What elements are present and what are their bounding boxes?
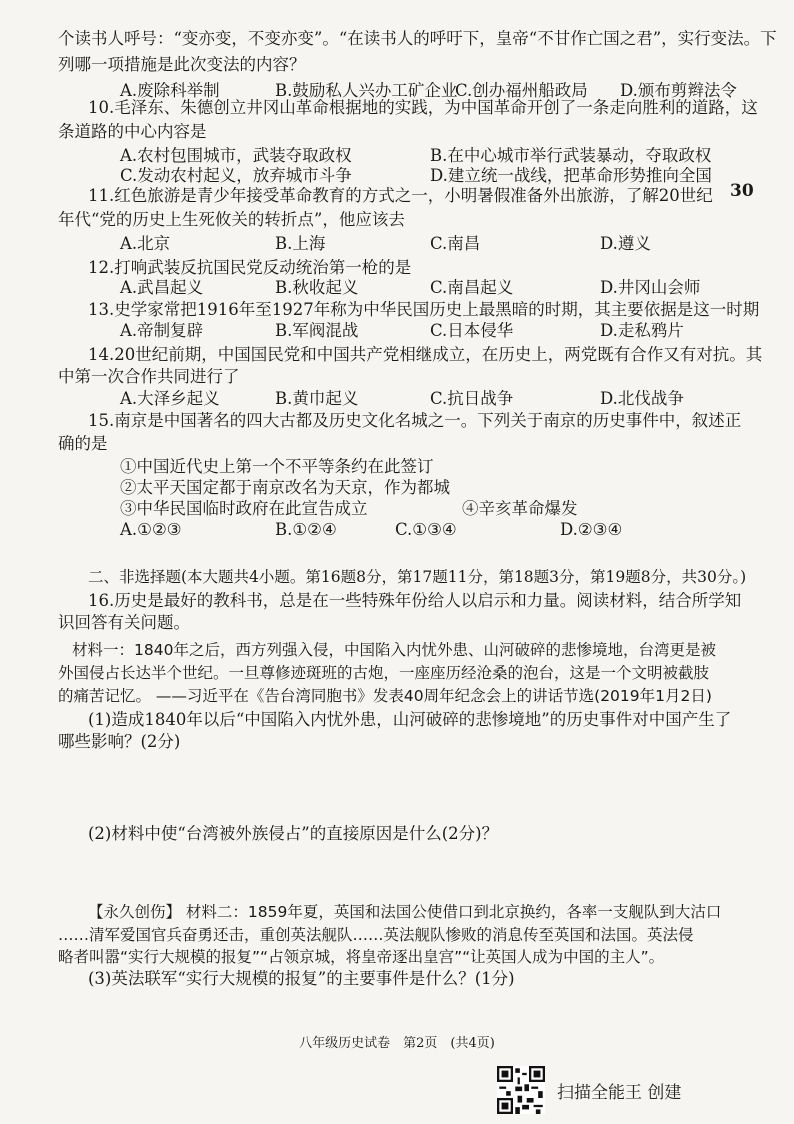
q10-stem-line1: 10.毛泽东、朱德创立井冈山革命根据地的实践，为中国革命开创了一条走向胜利的道路，这	[88, 98, 758, 117]
q15-option-a: A.①②③	[120, 520, 182, 539]
q16-part3: (3)英法联军“实行大规模的报复”的主要事件是什么？(1分)	[88, 969, 515, 988]
q12-option-c: C.南昌起义	[430, 278, 514, 297]
q15-statement-1: ①中国近代史上第一个不平等条约在此签订	[120, 457, 434, 476]
q15-options	[120, 519, 780, 541]
q14-option-d: D.北伐战争	[600, 389, 684, 408]
q16-part1-line2: 哪些影响？(2分)	[58, 732, 181, 751]
q13-option-d: D.走私鸦片	[600, 321, 684, 340]
q15-option-d: D.②③④	[560, 520, 623, 539]
q12-stem: 12.打响武装反抗国民党反动统治第一枪的是	[88, 258, 412, 277]
q10-option-b: B.在中心城市举行武装暴动，夺取政权	[430, 146, 712, 165]
q10-option-d: D.建立统一战线，把革命形势推向全国	[430, 166, 712, 185]
q16-part2: (2)材料中使“台湾被外族侵占”的直接原因是什么(2分)？	[88, 824, 499, 843]
q14-option-c: C.抗日战争	[430, 389, 514, 408]
margin-number: 30	[730, 181, 754, 201]
page-footer: 八年级历史试卷 第2页 (共4页)	[299, 1036, 495, 1051]
q10-stem-line2: 条道路的中心内容是	[58, 122, 207, 141]
q9-option-d: D.颁布剪辫法令	[620, 81, 737, 100]
q11-option-a: A.北京	[120, 234, 171, 253]
q14-stem-line1: 14.20世纪前期，中国国民党和中国共产党相继成立，在历史上，两党既有合作又有对抗。其	[88, 345, 763, 364]
q14-options	[120, 388, 780, 410]
material-1-line3: 的痛苦记忆。 ——习近平在《告台湾同胞书》发表40周年纪念会上的讲话节选(2019年1月2日)	[58, 687, 712, 705]
q11-stem-line1: 11.红色旅游是青少年接受革命教育的方式之一，小明暑假准备外出旅游，了解20世纪	[88, 186, 713, 205]
material-1-line1: 材料一：1840年之后，西方列强入侵，中国陷入内忧外患、山河破碎的悲惨境地，台湾更是被	[72, 641, 716, 659]
q12-option-d: D.井冈山会师	[600, 278, 701, 297]
q16-part1-line1: (1)造成1840年以后“中国陷入内忧外患，山河破碎的悲惨境地”的历史事件对中国产生了	[88, 710, 732, 729]
q10-options-row2	[120, 165, 780, 187]
q11-option-c: C.南昌	[430, 234, 481, 253]
q15-option-c: C.①③④	[395, 520, 457, 539]
q11-option-d: D.遵义	[600, 234, 651, 253]
material-1-line2: 外国侵占长达半个世纪。一旦尊修迹斑班的古炮，一座座历经沧桑的泡台，这是一个文明被截肢	[58, 664, 710, 682]
q13-option-a: A.帝制复辟	[120, 321, 204, 340]
q9-stem-line2: 列哪一项措施是此次变法的内容？	[58, 55, 306, 74]
q12-option-b: B.秋收起义	[275, 278, 359, 297]
q9-option-b: B.鼓励私人兴办工矿企业	[275, 81, 458, 100]
material-2-line2: ……清军爱国官兵奋勇还击，重创英法舰队……英法舰队惨败的消息传至英国和法国。英法侵	[58, 926, 694, 944]
q12-options	[120, 277, 780, 299]
material-2-line1: 【永久创伤】 材料二：1859年夏，英国和法国公使借口到北京换约，各率一支舰队到大沽口	[88, 903, 722, 921]
q13-stem: 13.史学家常把1916年至1927年称为中华民国历史上最黑暗的时期，其主要依据是这一时期	[88, 300, 760, 319]
qr-code-icon	[497, 1066, 545, 1114]
q12-option-a: A.武昌起义	[120, 278, 204, 297]
q10-options-row1	[120, 145, 780, 167]
q16-stem-line1: 16.历史是最好的教科书，总是在一些特殊年份给人以启示和力量。阅读材料，结合所学知	[88, 591, 742, 610]
q13-options	[120, 320, 780, 342]
q11-options	[120, 233, 780, 255]
q9-option-a: A.废除科举制	[120, 81, 220, 100]
q16-stem-line2: 识回答有关问题。	[58, 613, 190, 632]
material-2-line3: 略者叫嚣“实行大规模的报复”“占领京城，将皇帝逐出皇宫”“让英国人成为中国的主人”。	[58, 948, 665, 966]
section-2-heading: 二、非选择题(本大题共4小题。第16题8分，第17题11分，第18题3分，第19题8分，共30分。)	[88, 568, 747, 586]
q10-option-c: C.发动农村起义，放弃城市斗争	[120, 166, 352, 185]
q15-statement-4: ④辛亥革命爆发	[462, 499, 578, 518]
q15-statement-2: ②太平天国定都于南京改名为天京，作为都城	[120, 478, 450, 497]
q15-option-b: B.①②④	[275, 520, 337, 539]
q13-option-c: C.日本侵华	[430, 321, 514, 340]
q15-statement-3: ③中华民国临时政府在此宣告成立	[120, 499, 368, 518]
q13-option-b: B.军阀混战	[275, 321, 359, 340]
q11-option-b: B.上海	[275, 234, 326, 253]
q14-option-a: A.大泽乡起义	[120, 389, 220, 408]
q9-option-c: C.创办福州船政局	[455, 81, 588, 100]
q11-stem-line2: 年代“党的历史上生死攸关的转折点”，他应该去	[58, 210, 405, 229]
q14-option-b: B.黄巾起义	[275, 389, 359, 408]
q9-stem-line1: 个读书人呼号：“变亦变，不变亦变”。“在读书人的呼吁下，皇帝“不甘作亡国之君”，实行变法。下	[58, 29, 777, 48]
scanner-watermark: 扫描全能王 创建	[557, 1083, 682, 1103]
q15-stem-line2: 确的是	[58, 434, 108, 453]
q15-stem-line1: 15.南京是中国著名的四大古都及历史文化名城之一。下列关于南京的历史事件中，叙述正	[88, 411, 742, 430]
q14-stem-line2: 中第一次合作共同进行了	[58, 367, 240, 386]
q10-option-a: A.农村包围城市，武装夺取政权	[120, 146, 352, 165]
